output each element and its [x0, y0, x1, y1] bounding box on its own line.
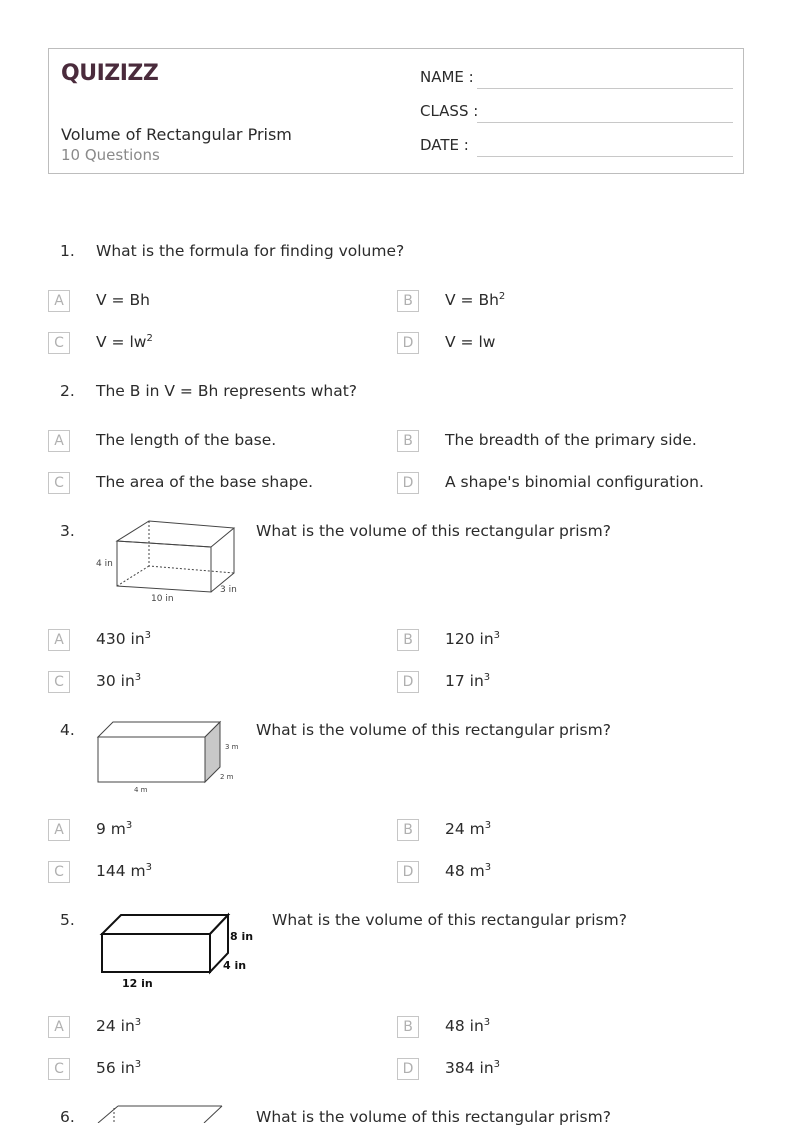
prism-front-face — [98, 737, 205, 782]
prism-figure — [94, 908, 258, 992]
answer-option[interactable] — [445, 1017, 490, 1035]
option-letter-b[interactable]: B — [397, 1016, 419, 1038]
class-field[interactable] — [477, 122, 733, 123]
option-text: 9 m — [96, 820, 126, 838]
option-exponent: 3 — [483, 1017, 491, 1028]
prism-front-face — [102, 934, 210, 972]
answer-option[interactable] — [96, 473, 313, 491]
option-letter-c[interactable]: C — [48, 332, 70, 354]
option-letter-a[interactable]: A — [48, 290, 70, 312]
answer-option[interactable] — [96, 1017, 141, 1035]
date-field[interactable] — [477, 156, 733, 157]
question-number: 4. — [60, 721, 75, 739]
answer-option[interactable] — [445, 630, 500, 648]
option-letter-c[interactable]: C — [48, 1058, 70, 1080]
prism-hidden-edge — [149, 521, 234, 573]
answer-option[interactable] — [96, 630, 151, 648]
logo-text: QUIZIZZ — [61, 61, 159, 86]
class-label: CLASS : — [420, 102, 479, 120]
prism-edge — [98, 1106, 118, 1123]
option-letter-b[interactable]: B — [397, 290, 419, 312]
option-text: 30 in — [96, 672, 135, 690]
depth-label: 3 m — [225, 743, 239, 751]
prism-top-face — [117, 521, 234, 547]
answer-option[interactable] — [96, 1059, 141, 1077]
option-exponent: 2 — [146, 333, 153, 344]
option-exponent: 3 — [484, 862, 492, 873]
option-text: 56 in — [96, 1059, 135, 1077]
prism-top-face — [98, 722, 220, 737]
option-letter-b[interactable]: B — [397, 430, 419, 452]
option-text: V = lw — [96, 333, 147, 351]
option-letter-c[interactable]: C — [48, 671, 70, 693]
answer-option[interactable] — [96, 862, 152, 880]
prism-edge — [204, 1106, 222, 1123]
option-exponent: 3 — [484, 820, 492, 831]
prism-figure — [94, 516, 244, 608]
option-letter-d[interactable]: D — [397, 671, 419, 693]
option-letter-d[interactable]: D — [397, 861, 419, 883]
option-exponent: 3 — [483, 672, 491, 683]
option-letter-a[interactable]: A — [48, 819, 70, 841]
option-exponent: 3 — [493, 630, 501, 641]
option-exponent: 3 — [134, 1017, 142, 1028]
option-text: 24 m — [445, 820, 485, 838]
option-text: The area of the base shape. — [96, 473, 314, 491]
width-label: 3 in — [220, 585, 237, 595]
option-exponent: 3 — [134, 672, 142, 683]
length-label: 10 in — [151, 594, 174, 604]
width-label: 4 in — [223, 959, 247, 972]
question-text: What is the volume of this rectangular prism? — [272, 911, 627, 929]
question-count: 10 Questions — [61, 146, 160, 164]
question-text: What is the volume of this rectangular prism? — [256, 1108, 611, 1126]
question-number: 2. — [60, 382, 75, 400]
option-text: 384 in — [445, 1059, 494, 1077]
question-text: What is the formula for finding volume? — [96, 242, 405, 260]
answer-option[interactable] — [445, 431, 697, 449]
prism-figure — [94, 1104, 228, 1123]
option-text: The breadth of the primary side. — [445, 431, 697, 449]
name-field[interactable] — [477, 88, 733, 89]
answer-option[interactable] — [96, 333, 153, 351]
option-letter-a[interactable]: A — [48, 629, 70, 651]
option-letter-c[interactable]: C — [48, 861, 70, 883]
option-text: 17 in — [445, 672, 484, 690]
length-label: 4 m — [134, 786, 148, 794]
option-text: V = lw — [445, 333, 496, 351]
question-number: 5. — [60, 911, 75, 929]
prism-figure — [94, 718, 244, 796]
option-text: The length of the base. — [96, 431, 277, 449]
question-number: 1. — [60, 242, 75, 260]
option-letter-b[interactable]: B — [397, 629, 419, 651]
option-letter-a[interactable]: A — [48, 1016, 70, 1038]
option-text: V = Bh — [445, 291, 499, 309]
option-letter-d[interactable]: D — [397, 472, 419, 494]
prism-top-face — [102, 915, 228, 934]
option-text: 24 in — [96, 1017, 135, 1035]
option-exponent: 3 — [145, 862, 152, 873]
length-label: 12 in — [122, 977, 153, 990]
option-text: 430 in — [96, 630, 145, 648]
answer-option[interactable] — [445, 473, 704, 491]
option-letter-c[interactable]: C — [48, 472, 70, 494]
answer-option[interactable] — [445, 672, 490, 690]
height-label: 2 m — [220, 773, 234, 781]
option-letter-b[interactable]: B — [397, 819, 419, 841]
height-label: 8 in — [230, 930, 254, 943]
name-label: NAME : — [420, 68, 474, 86]
prism-hidden-edge — [117, 566, 149, 586]
option-exponent: 3 — [125, 820, 133, 831]
answer-option[interactable] — [445, 862, 491, 880]
option-text: 144 m — [96, 862, 146, 880]
option-exponent: 3 — [144, 630, 152, 641]
question-text: What is the volume of this rectangular prism? — [256, 721, 611, 739]
answer-option[interactable] — [96, 672, 141, 690]
answer-option[interactable] — [96, 431, 276, 449]
date-label: DATE : — [420, 136, 469, 154]
worksheet-title: Volume of Rectangular Prism — [61, 125, 292, 144]
answer-option[interactable] — [445, 820, 491, 838]
answer-option[interactable] — [445, 291, 505, 309]
answer-option[interactable] — [445, 1059, 500, 1077]
prism-front-face — [117, 541, 211, 592]
height-label: 4 in — [96, 559, 113, 569]
option-exponent: 2 — [498, 291, 506, 302]
option-text: 120 in — [445, 630, 494, 648]
option-text: 48 m — [445, 862, 485, 880]
option-exponent: 3 — [493, 1059, 501, 1070]
option-letter-a[interactable]: A — [48, 430, 70, 452]
option-letter-d[interactable]: D — [397, 1058, 419, 1080]
option-exponent: 3 — [134, 1059, 142, 1070]
option-letter-d[interactable]: D — [397, 332, 419, 354]
quizizz-logo — [61, 58, 161, 88]
question-text: The B in V = Bh represents what? — [96, 382, 357, 400]
answer-option[interactable] — [445, 333, 495, 351]
answer-option[interactable] — [96, 820, 132, 838]
option-text: A shape's binomial configuration. — [445, 473, 704, 491]
option-text: 48 in — [445, 1017, 484, 1035]
question-number: 3. — [60, 522, 75, 540]
option-text: V = Bh — [96, 291, 150, 309]
answer-option[interactable] — [96, 291, 150, 309]
question-text: What is the volume of this rectangular prism? — [256, 522, 611, 540]
question-number: 6. — [60, 1108, 75, 1126]
